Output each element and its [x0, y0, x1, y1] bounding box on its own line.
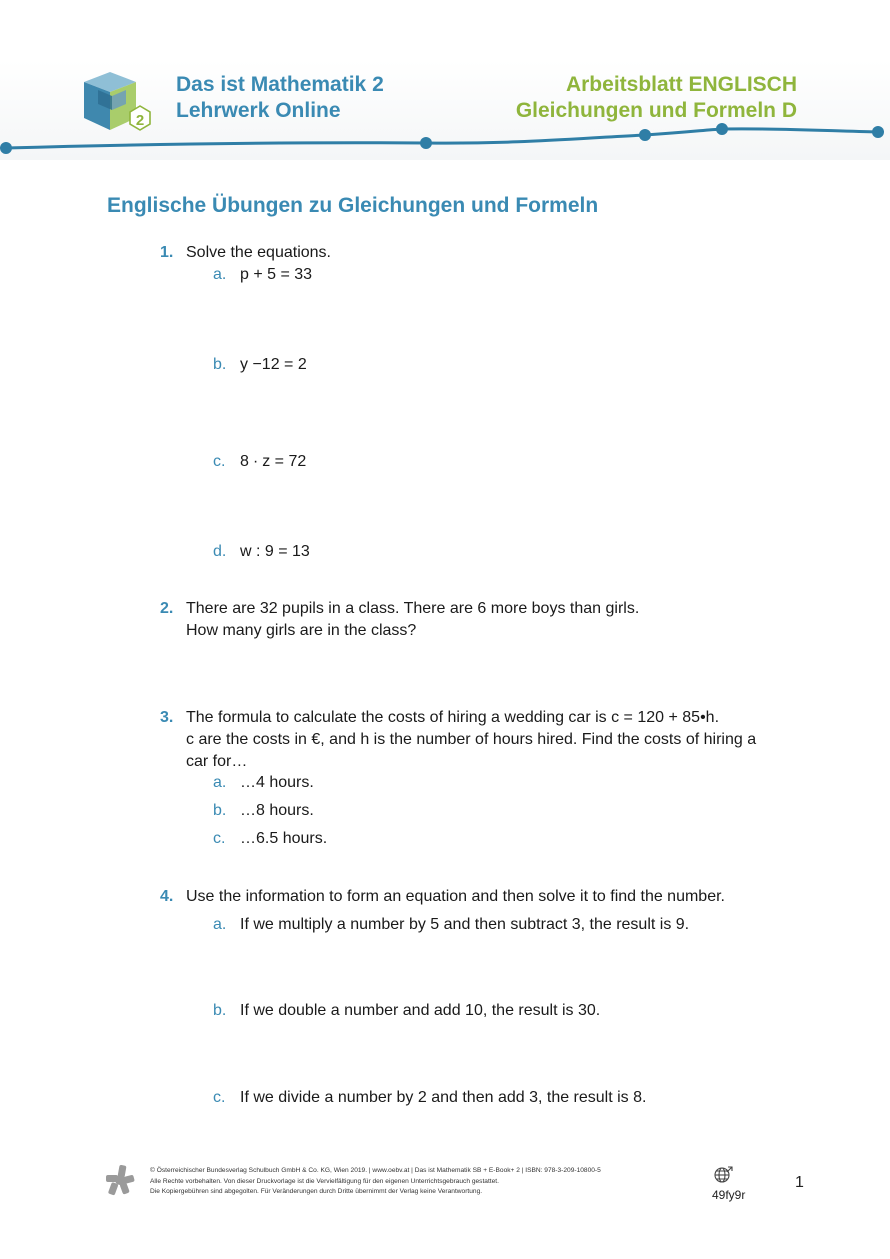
- online-code[interactable]: 49fy9r: [712, 1188, 746, 1202]
- exercise-4-number: 4.: [160, 888, 174, 905]
- exercise-3-line3: car for…: [186, 753, 248, 770]
- cube-logo-icon: [82, 70, 162, 134]
- exercise-3c-label: c.: [213, 830, 226, 847]
- footer-line1: © Österreichischer Bundesverlag Schulbuch GmbH & Co. KG, Wien 2019. | www.oebv.at | Das ist Mathematik SB + E-Book+ 2 | ISBN: 978-3-209-10800-5: [150, 1167, 601, 1174]
- exercise-1a-text: p + 5 = 33: [240, 266, 313, 283]
- exercise-1b-text: y −12 = 2: [240, 356, 307, 373]
- exercise-3b-text: …8 hours.: [240, 802, 314, 819]
- publisher-logo-icon: [104, 1164, 136, 1196]
- timeline-dot: [639, 129, 651, 141]
- exercise-2-number: 2.: [160, 600, 174, 617]
- exercise-4b-label: b.: [213, 1002, 227, 1019]
- exercise-3-line1: The formula to calculate the costs of hiring a wedding car is c = 120 + 85•h.: [186, 709, 720, 726]
- footer-line3: Die Kopiergebühren sind abgegolten. Für Veränderungen durch Dritte übernimmt der Verlag keine Verantwortung.: [150, 1188, 483, 1195]
- exercise-4a-text: If we multiply a number by 5 and then subtract 3, the result is 9.: [240, 916, 690, 933]
- series-title: [176, 72, 384, 124]
- exercise-4-text: Use the information to form an equation and then solve it to find the number.: [186, 888, 725, 905]
- timeline-dot: [872, 126, 884, 138]
- series-title-line2: Lehrwerk Online: [176, 99, 341, 122]
- footer-copyright: [150, 1166, 690, 1198]
- globe-link-icon[interactable]: [713, 1165, 733, 1185]
- exercise-4a-label: a.: [213, 916, 227, 933]
- exercise-3-number: 3.: [160, 709, 174, 726]
- page-title: Englische Übungen zu Gleichungen und Formeln: [107, 194, 599, 217]
- exercise-1d-text: w : 9 = 13: [240, 543, 310, 560]
- exercise-3a-label: a.: [213, 774, 227, 791]
- exercise-1d-label: d.: [213, 543, 227, 560]
- logo-digit: 2: [135, 112, 145, 129]
- exercise-1-text: Solve the equations.: [186, 244, 331, 261]
- series-title-line1: Das ist Mathematik 2: [176, 73, 384, 96]
- page-number: 1: [795, 1174, 804, 1191]
- sheet-title: [516, 72, 797, 124]
- exercise-4b-text: If we double a number and add 10, the result is 30.: [240, 1002, 601, 1019]
- exercise-1-number: 1.: [160, 244, 174, 261]
- exercise-2-line1: There are 32 pupils in a class. There are 6 more boys than girls.: [186, 600, 640, 617]
- exercise-1a-label: a.: [213, 266, 227, 283]
- timeline-dot: [420, 137, 432, 149]
- exercise-3a-text: …4 hours.: [240, 774, 314, 791]
- exercise-1b-label: b.: [213, 356, 227, 373]
- exercise-3-line2: c are the costs in €, and h is the number of hours hired. Find the costs of hiring a: [186, 731, 757, 748]
- sheet-title-line1: Arbeitsblatt ENGLISCH: [565, 73, 797, 96]
- exercise-3b-label: b.: [213, 802, 227, 819]
- timeline-dot: [0, 142, 12, 154]
- sheet-title-line2: Gleichungen und Formeln D: [515, 99, 797, 122]
- exercise-2-line2: How many girls are in the class?: [186, 622, 417, 639]
- exercise-1c-text: 8 ∙ z = 72: [240, 453, 307, 470]
- footer-line2: Alle Rechte vorbehalten. Von dieser Druckvorlage ist die Vervielfältigung für den eigenen Unterrichtsgebrauch gestattet.: [150, 1177, 499, 1185]
- exercise-4c-label: c.: [213, 1089, 226, 1106]
- exercise-1c-label: c.: [213, 453, 226, 470]
- timeline-dot: [716, 123, 728, 135]
- exercise-3c-text: …6.5 hours.: [240, 830, 328, 847]
- exercise-4c-text: If we divide a number by 2 and then add 3, the result is 8.: [240, 1089, 647, 1106]
